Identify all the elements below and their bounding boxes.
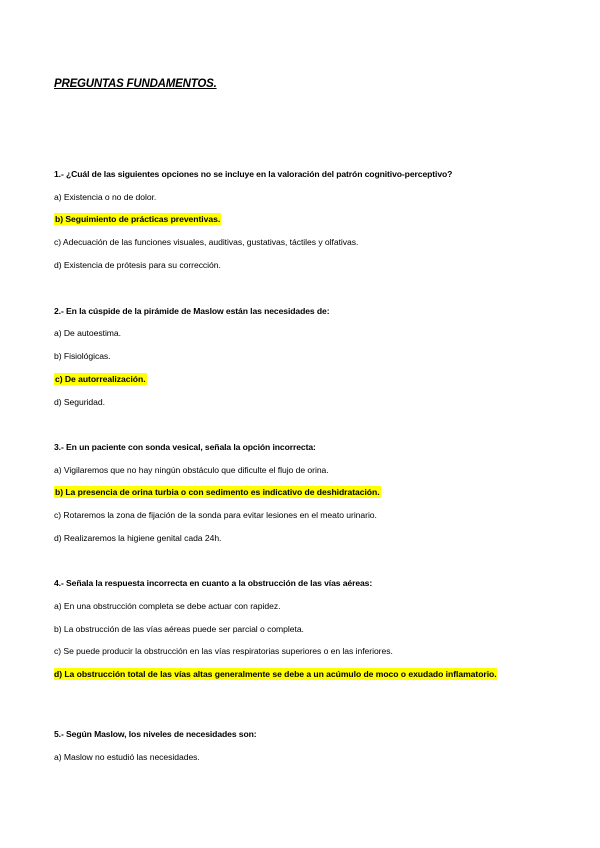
question-4-prompt: 4.- Señala la respuesta incorrecta en cuanto a la obstrucción de las vías aéreas:	[54, 578, 373, 588]
question-5-answer-a: a) Maslow no estudió las necesidades.	[54, 752, 200, 762]
question-2-prompt: 2.- En la cúspide de la pirámide de Maslow están las necesidades de:	[54, 306, 330, 316]
question-4-answer-a: a) En una obstrucción completa se debe actuar con rapidez.	[54, 601, 281, 611]
question-3-prompt: 3.- En un paciente con sonda vesical, señala la opción incorrecta:	[54, 442, 316, 452]
question-4-answer-b: b) La obstrucción de las vías aéreas puede ser parcial o completa.	[54, 624, 304, 634]
question-3-answer-c: c) Rotaremos la zona de fijación de la sonda para evitar lesiones en el meato urinario.	[54, 510, 377, 520]
question-3-answer-a: a) Vigilaremos que no hay ningún obstáculo que dificulte el flujo de orina.	[54, 465, 329, 475]
question-2-answer-c-correct: c) De autorrealización.	[55, 374, 146, 384]
question-1-answer-a: a) Existencia o no de dolor.	[54, 192, 157, 202]
question-4-answer-d-correct: d) La obstrucción total de las vías altas generalmente se debe a un acúmulo de moco o exudado inflamatorio.	[54, 669, 497, 679]
question-5-prompt: 5.- Según Maslow, los niveles de necesidades son:	[54, 729, 257, 739]
question-2-answer-b: b) Fisiológicas.	[54, 351, 111, 361]
question-1-answer-d: d) Existencia de prótesis para su corrección.	[54, 260, 221, 270]
question-2-answer-a: a) De autoestima.	[54, 328, 121, 338]
question-2-answer-d: d) Seguridad.	[54, 397, 105, 407]
question-3-answer-b-correct: b) La presencia de orina turbia o con sedimento es indicativo de deshidratación.	[55, 487, 380, 497]
question-4-answer-c: c) Se puede producir la obstrucción en las vías respiratorias superiores o en las inferiores.	[54, 646, 393, 656]
question-1-prompt: 1.- ¿Cuál de las siguientes opciones no se incluye en la valoración del patrón cognitivo-perceptivo?	[54, 169, 453, 179]
question-3-answer-d: d) Realizaremos la higiene genital cada 24h.	[54, 533, 222, 543]
question-1-answer-c: c) Adecuación de las funciones visuales, auditivas, gustativas, táctiles y olfativas.	[54, 237, 359, 247]
page-title: PREGUNTAS FUNDAMENTOS.	[54, 78, 217, 90]
question-1-answer-b-correct: b) Seguimiento de prácticas preventivas.	[55, 214, 221, 224]
